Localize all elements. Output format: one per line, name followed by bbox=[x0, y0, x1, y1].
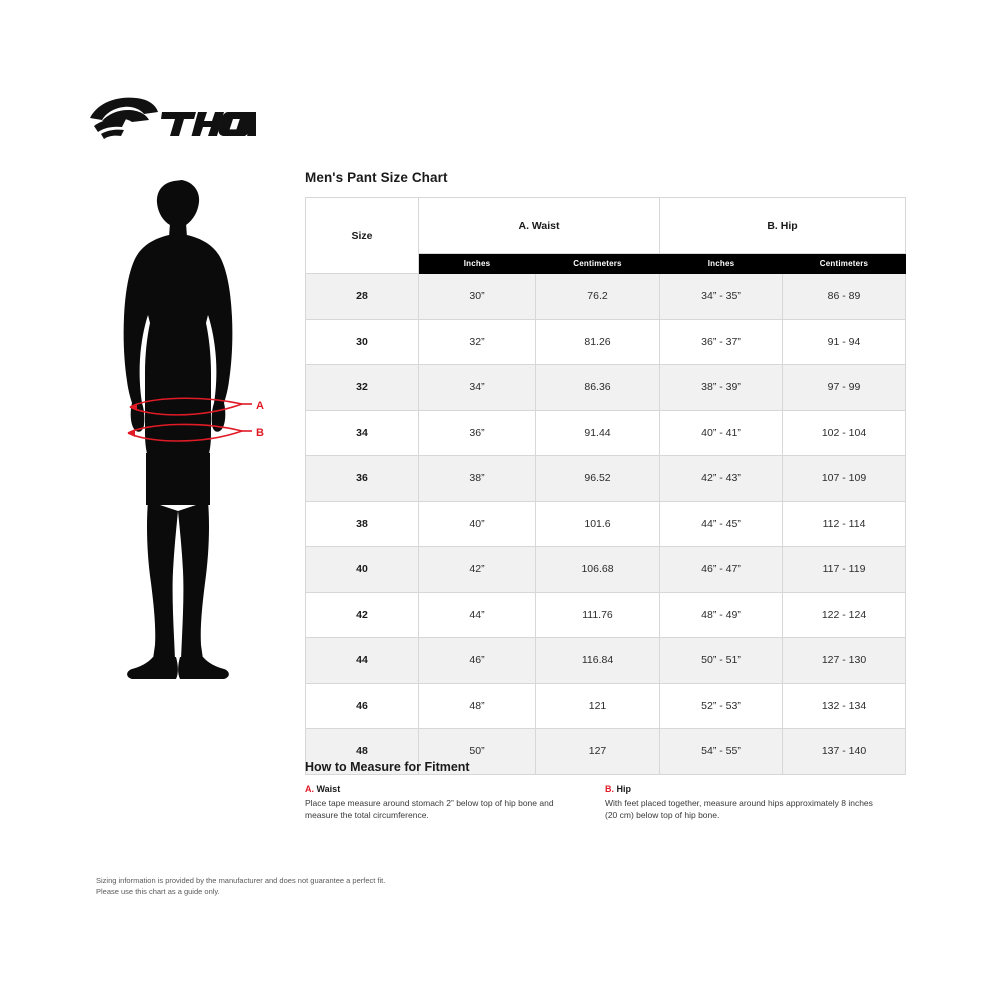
table-row bbox=[306, 274, 906, 320]
how-to-measure-item-hip bbox=[605, 784, 905, 821]
cell-waist-centimeters: 86.36 bbox=[536, 365, 660, 411]
cell-waist-centimeters: 121 bbox=[536, 683, 660, 729]
cell-waist-inches: 48” bbox=[419, 683, 536, 729]
cell-waist-centimeters: 81.26 bbox=[536, 319, 660, 365]
cell-hip-inches: 50” - 51” bbox=[660, 638, 783, 684]
table-row bbox=[306, 592, 906, 638]
body-figure bbox=[90, 175, 280, 700]
cell-size: 44 bbox=[306, 638, 419, 684]
how-to-measure-heading: How to Measure for Fitment bbox=[305, 760, 470, 774]
size-chart-table bbox=[305, 197, 906, 775]
cell-hip-inches: 44” - 45” bbox=[660, 501, 783, 547]
cell-waist-centimeters: 106.68 bbox=[536, 547, 660, 593]
disclaimer bbox=[96, 875, 596, 898]
cell-hip-inches: 36” - 37” bbox=[660, 319, 783, 365]
table-row bbox=[306, 365, 906, 411]
disclaimer-line-1: Sizing information is provided by the manufacturer and does not guarantee a perfect fit. bbox=[96, 876, 386, 885]
table-row bbox=[306, 410, 906, 456]
table-row bbox=[306, 319, 906, 365]
cell-hip-centimeters: 137 - 140 bbox=[783, 729, 906, 775]
cell-waist-centimeters: 127 bbox=[536, 729, 660, 775]
cell-size: 36 bbox=[306, 456, 419, 502]
brand-logo bbox=[88, 96, 258, 146]
table-row bbox=[306, 683, 906, 729]
table-row bbox=[306, 456, 906, 502]
howto-waist-letter: A. bbox=[305, 784, 314, 794]
cell-waist-inches: 30” bbox=[419, 274, 536, 320]
how-to-measure-item-waist bbox=[305, 784, 605, 821]
size-chart-section bbox=[305, 170, 905, 775]
cell-waist-inches: 46” bbox=[419, 638, 536, 684]
cell-hip-centimeters: 117 - 119 bbox=[783, 547, 906, 593]
cell-waist-centimeters: 101.6 bbox=[536, 501, 660, 547]
cell-hip-centimeters: 127 - 130 bbox=[783, 638, 906, 684]
table-row bbox=[306, 501, 906, 547]
cell-waist-inches: 50” bbox=[419, 729, 536, 775]
cell-waist-inches: 42” bbox=[419, 547, 536, 593]
cell-waist-inches: 32” bbox=[419, 319, 536, 365]
howto-hip-label: Hip bbox=[616, 784, 632, 794]
cell-hip-inches: 52” - 53” bbox=[660, 683, 783, 729]
cell-size: 46 bbox=[306, 683, 419, 729]
page-title: Men's Pant Size Chart bbox=[305, 170, 448, 185]
how-to-measure-section bbox=[305, 760, 905, 821]
column-group-waist: A. Waist bbox=[419, 198, 660, 254]
cell-hip-inches: 46” - 47” bbox=[660, 547, 783, 593]
howto-hip-text: With feet placed together, measure around hips approximately 8 inches (20 cm) below top of hip bone. bbox=[605, 798, 873, 821]
cell-waist-centimeters: 96.52 bbox=[536, 456, 660, 502]
cell-waist-inches: 38” bbox=[419, 456, 536, 502]
howto-waist-label: Waist bbox=[316, 784, 341, 794]
howto-hip-letter: B. bbox=[605, 784, 614, 794]
cell-size: 28 bbox=[306, 274, 419, 320]
cell-waist-centimeters: 91.44 bbox=[536, 410, 660, 456]
cell-hip-inches: 38” - 39” bbox=[660, 365, 783, 411]
cell-hip-inches: 48” - 49” bbox=[660, 592, 783, 638]
cell-hip-inches: 42” - 43” bbox=[660, 456, 783, 502]
thor-helmet-icon bbox=[88, 96, 258, 146]
cell-waist-centimeters: 76.2 bbox=[536, 274, 660, 320]
cell-hip-centimeters: 91 - 94 bbox=[783, 319, 906, 365]
column-header-waist-inches: Inches bbox=[419, 254, 536, 274]
cell-hip-centimeters: 107 - 109 bbox=[783, 456, 906, 502]
column-header-hip-centimeters: Centimeters bbox=[783, 254, 906, 274]
cell-size: 30 bbox=[306, 319, 419, 365]
column-header-size: Size bbox=[306, 198, 419, 274]
disclaimer-line-2: Please use this chart as a guide only. bbox=[96, 887, 220, 897]
cell-size: 42 bbox=[306, 592, 419, 638]
cell-waist-centimeters: 116.84 bbox=[536, 638, 660, 684]
table-row bbox=[306, 547, 906, 593]
cell-hip-centimeters: 132 - 134 bbox=[783, 683, 906, 729]
column-group-hip: B. Hip bbox=[660, 198, 906, 254]
column-header-hip-inches: Inches bbox=[660, 254, 783, 274]
cell-hip-centimeters: 97 - 99 bbox=[783, 365, 906, 411]
cell-hip-centimeters: 86 - 89 bbox=[783, 274, 906, 320]
table-group-header-row bbox=[306, 198, 906, 254]
table-row bbox=[306, 638, 906, 684]
cell-waist-inches: 44” bbox=[419, 592, 536, 638]
cell-size: 34 bbox=[306, 410, 419, 456]
hip-measure-label: B bbox=[256, 427, 264, 439]
cell-hip-inches: 34” - 35” bbox=[660, 274, 783, 320]
cell-hip-centimeters: 122 - 124 bbox=[783, 592, 906, 638]
cell-waist-inches: 34” bbox=[419, 365, 536, 411]
cell-size: 40 bbox=[306, 547, 419, 593]
waist-measure-label: A bbox=[256, 400, 264, 412]
cell-hip-centimeters: 112 - 114 bbox=[783, 501, 906, 547]
cell-size: 38 bbox=[306, 501, 419, 547]
cell-waist-inches: 40” bbox=[419, 501, 536, 547]
cell-size: 48 bbox=[306, 729, 419, 775]
cell-hip-centimeters: 102 - 104 bbox=[783, 410, 906, 456]
cell-hip-inches: 54” - 55” bbox=[660, 729, 783, 775]
cell-waist-inches: 36” bbox=[419, 410, 536, 456]
cell-waist-centimeters: 111.76 bbox=[536, 592, 660, 638]
cell-hip-inches: 40” - 41” bbox=[660, 410, 783, 456]
cell-size: 32 bbox=[306, 365, 419, 411]
howto-waist-text: Place tape measure around stomach 2” below top of hip bone and measure the total circumference. bbox=[305, 798, 554, 821]
column-header-waist-centimeters: Centimeters bbox=[536, 254, 660, 274]
